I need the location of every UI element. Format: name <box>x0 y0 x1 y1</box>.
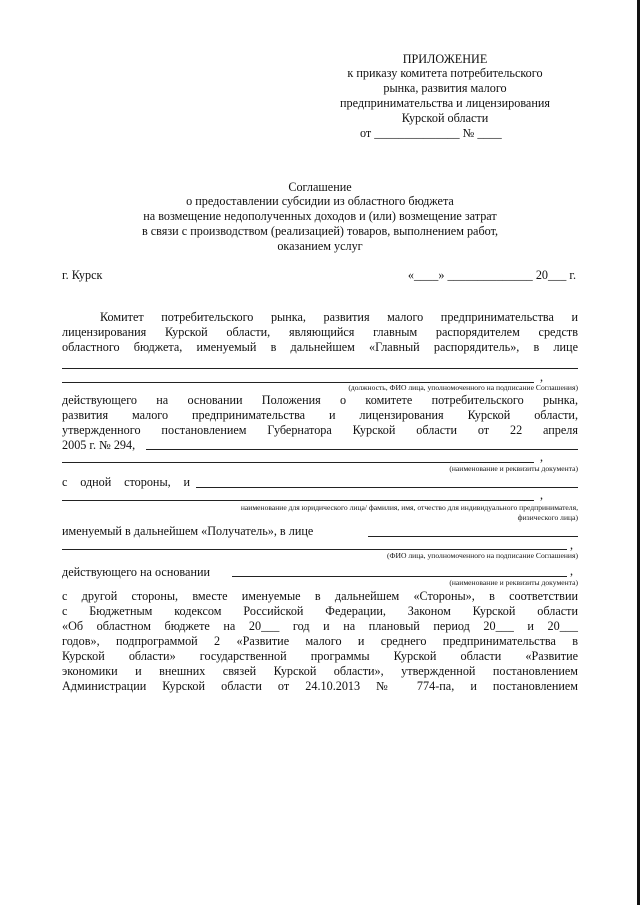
agreement-subtitle-3: в связи с производством (реализацией) товаров, выполнением работ, <box>141 224 499 238</box>
fill-line-document-2 <box>62 462 534 463</box>
fill-line-basis <box>232 576 567 577</box>
paragraph-2-line-2: развития малого предпринимательства и лицензирования Курской области, <box>62 408 578 422</box>
paragraph-3-line-1: с другой стороны, вместе именуемые в дальнейшем «Стороны», в соответствии <box>62 589 578 603</box>
fill-line-document-1 <box>146 449 578 450</box>
appendix-date-line: от ______________ № ____ <box>360 126 502 140</box>
paragraph-3-line-3: «Об областном бюджете на 20___ год и на плановый период 20___ и 20___ <box>62 619 578 633</box>
paragraph-1-line-1: Комитет потребительского рынка, развития малого предпринимательства и <box>100 310 578 324</box>
fill-line-entity-1 <box>196 487 578 488</box>
signing-date-blank: «____» ______________ 20___ г. <box>407 268 576 282</box>
fill-line-recipient-1 <box>368 536 578 537</box>
paragraph-3-line-6: экономики и внешних связей Курской области», утвержденной постановлением <box>62 664 578 678</box>
hint-official: (должность, ФИО лица, уполномоченного на подписание Соглашения) <box>348 383 578 392</box>
paragraph-3-line-2: с Бюджетным кодексом Российской Федерации, Законом Курской области <box>62 604 578 618</box>
hint-entity-2: физического лица) <box>517 513 578 522</box>
appendix-line-3: предпринимательства и лицензирования <box>340 96 550 110</box>
paragraph-3-line-5: Курской области» государственной программы Курской области «Развитие <box>62 649 578 663</box>
appendix-line-4: Курской области <box>401 111 489 125</box>
comma-4: , <box>570 538 574 552</box>
appendix-line-2: рынка, развития малого <box>383 81 507 95</box>
agreement-subtitle-4: оказанием услуг <box>277 239 363 253</box>
comma: , <box>540 370 544 384</box>
agreement-subtitle-1: о предоставлении субсидии из областного бюджета <box>186 194 454 208</box>
hint-official-2: (ФИО лица, уполномоченного на подписание Соглашения) <box>387 551 578 560</box>
appendix-title: ПРИЛОЖЕНИЕ <box>402 52 488 66</box>
place-of-signing: г. Курск <box>62 268 103 282</box>
side-one-text: с одной стороны, и <box>62 475 190 489</box>
recipient-text: именуемый в дальнейшем «Получатель», в лице <box>62 524 314 538</box>
comma-2: , <box>540 450 544 464</box>
paragraph-2-line-4: 2005 г. № 294, <box>62 438 136 452</box>
fill-line-recipient-2 <box>62 549 567 550</box>
paragraph-2-line-1: действующего на основании Положения о комитете потребительского рынка, <box>62 393 578 407</box>
comma-3: , <box>540 488 544 502</box>
paragraph-1-line-2: лицензирования Курской области, являющийся главным распорядителем средств <box>62 325 578 339</box>
comma-5: , <box>570 564 574 578</box>
paragraph-3-line-4: годов», подпрограммой 2 «Развитие малого и среднего предпринимательства в <box>62 634 578 648</box>
paragraph-2-line-3: утвержденного постановлением Губернатора Курской области от 22 апреля <box>62 423 578 437</box>
paragraph-3-line-7: Администрации Курской области от 24.10.2013 № 774-па, и постановлением <box>62 679 578 693</box>
hint-document-2: (наименование и реквизиты документа) <box>449 578 578 587</box>
hint-document: (наименование и реквизиты документа) <box>449 464 578 473</box>
fill-line-official-1 <box>62 368 578 369</box>
agreement-subtitle-2: на возмещение недополученных доходов и (или) возмещение затрат <box>143 209 497 223</box>
fill-line-entity-2 <box>62 500 534 501</box>
paragraph-1-line-3: областного бюджета, именуемый в дальнейшем «Главный распорядитель», в лице <box>62 340 578 354</box>
appendix-line-1: к приказу комитета потребительского <box>347 66 543 80</box>
agreement-title: Соглашение <box>288 180 352 194</box>
hint-entity: наименование для юридического лица/ фамилия, имя, отчество для индивидуального предпринимателя, <box>240 503 578 512</box>
acting-basis-text: действующего на основании <box>62 565 211 579</box>
